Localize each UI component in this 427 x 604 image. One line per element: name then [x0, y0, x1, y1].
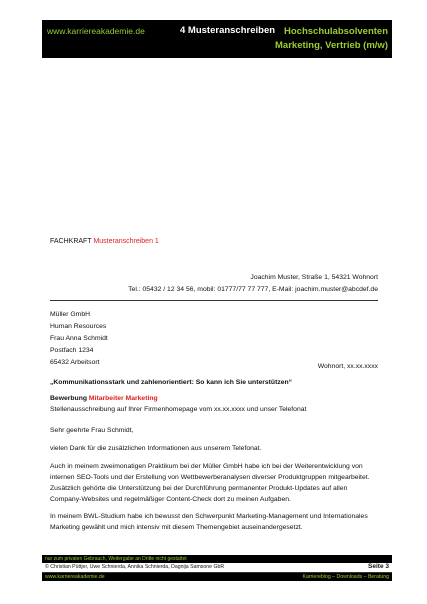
- recipient-line: Postfach 1234: [50, 347, 94, 355]
- footer-copyright: © Christian Püttjer, Uwe Schnierda, Annika Schnierda, Dagnija Samsone GbR: [45, 564, 225, 570]
- subject-line: [50, 394, 380, 405]
- footer-site-link[interactable]: www.karriereakademie.de: [45, 573, 105, 580]
- letter-headline: „Kommunikationsstark und zahlenorientiert: So kann ich Sie unterstützen“: [50, 379, 293, 386]
- header-title-line2: Marketing, Vertrieb (m/w): [275, 39, 388, 51]
- header-site-link[interactable]: www.karriereakademie.de: [47, 26, 145, 36]
- recipient-address: [50, 309, 108, 369]
- header-section: 4 Musteranschreiben: [180, 25, 276, 36]
- sender-line1: Joachim Muster, Straße 1, 54321 Wohnort: [250, 274, 378, 281]
- page-number: Seite 3: [368, 563, 389, 570]
- recipient-line: 65432 Arbeitsort: [50, 359, 100, 367]
- header-title-line1: Hochschulabsolventen: [284, 26, 388, 37]
- document-label-highlight: Musteranschreiben 1: [93, 238, 159, 245]
- sender-divider: [50, 300, 378, 301]
- subject-prefix: Bewerbung: [50, 395, 89, 402]
- footer-notice-bar: [42, 555, 392, 563]
- letter-date: Wohnort, xx.xx.xxxx: [317, 363, 378, 370]
- page-header: [42, 20, 392, 58]
- footer-links[interactable]: Karriereblog – Downloads – Beratung: [302, 573, 389, 580]
- sender-address: [128, 272, 378, 296]
- paragraph-1: vielen Dank für die zusätzlichen Informationen aus unserem Telefonat.: [50, 445, 262, 452]
- subject-highlight: Mitarbeiter Marketing: [88, 395, 158, 402]
- footer-copyright-row: [42, 563, 392, 573]
- sender-line2: Tel.: 05432 / 12 34 56, mobil: 01777/77 77 777, E-Mail: joachim.muster@abcdef.de: [128, 285, 378, 293]
- footer-notice: nur zum privaten Gebrauch, Weitergabe an Dritte nicht gestattet: [45, 555, 187, 562]
- document-label-prefix: FACHKRAFT: [50, 238, 94, 245]
- paragraph-2: Auch in meinem zweimonatigen Praktikum bei der Müller GmbH habe ich bei der Weiterentwicklung von internen SEO-Tools und der Erstellung von Wettbewerberanalysen diverser Produktgruppen mitgearbeitet. Zusätzlich gehörte die Unterstützung bei der Durchführung permanenter Produkt-Updates auf allen Company-Websites und regelmäßiger Content-Check dort zu meinen Aufgaben.: [50, 463, 370, 503]
- salutation: Sehr geehrte Frau Schmidt,: [50, 427, 134, 434]
- document-label: [50, 237, 159, 246]
- recipient-line: Human Resources: [50, 323, 107, 331]
- letter-subject: [50, 394, 380, 416]
- recipient-line: Frau Anna Schmidt: [50, 335, 108, 343]
- footer-links-bar: [42, 573, 392, 581]
- paragraph-3: In meinem BWL-Studium habe ich bewusst den Schwerpunkt Marketing-Management und Internationales Marketing gewählt und mich intensiv mit diesem Themengebiet auseinandergesetzt.: [50, 513, 368, 531]
- subject-reference: Stellenausschreibung auf Ihrer Firmenhomepage vom xx.xx.xxxx und unser Telefonat: [50, 405, 307, 413]
- recipient-line: Müller GmbH: [50, 311, 91, 318]
- header-title: [275, 25, 388, 53]
